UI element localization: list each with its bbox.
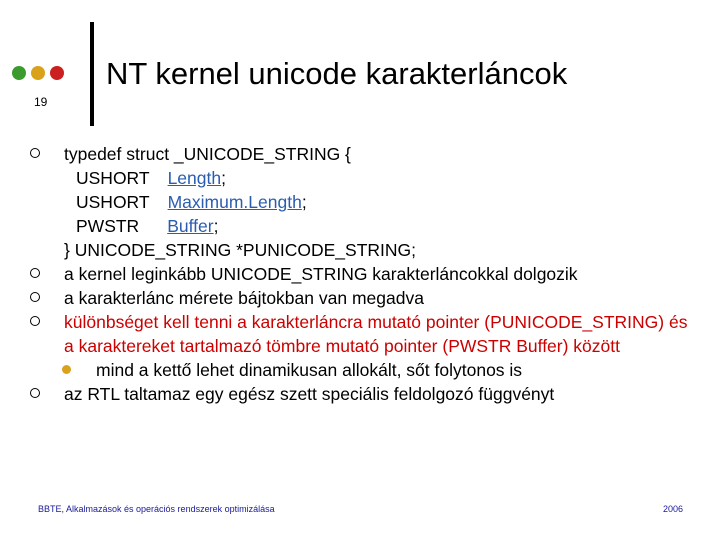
bullet-item-code bbox=[30, 142, 700, 262]
code-line-5: } UNICODE_STRING *PUNICODE_STRING; bbox=[64, 240, 416, 260]
bullet-text: a karakterlánc mérete bájtokban van megadva bbox=[64, 288, 424, 308]
code-field-length: Length bbox=[167, 168, 222, 188]
bullet-item-2 bbox=[30, 262, 700, 286]
code-type: PWSTR bbox=[76, 216, 140, 236]
bullet-icon bbox=[30, 388, 40, 398]
bullet-icon bbox=[30, 148, 40, 158]
bullet-item-4 bbox=[30, 310, 700, 358]
code-line-1: typedef struct _UNICODE_STRING { bbox=[64, 144, 351, 164]
footer-year: 2006 bbox=[663, 504, 684, 514]
slide-number: 19 bbox=[34, 95, 48, 109]
code-field-maxlength: Maximum.Length bbox=[167, 192, 302, 212]
green-dot-icon bbox=[12, 66, 26, 80]
bullet-text: az RTL taltamaz egy egész szett speciális feldolgozó függvényt bbox=[64, 384, 555, 404]
code-semicolon: ; bbox=[221, 168, 226, 188]
slide-title: NT kernel unicode karakterláncok bbox=[106, 56, 568, 91]
bullet-icon bbox=[30, 316, 40, 326]
sub-bullet-text: mind a kettő lehet dinamikusan allokált, sőt folytonos is bbox=[96, 360, 523, 380]
footer-course: BBTE, Alkalmazások és operációs rendszerek optimizálása bbox=[38, 504, 275, 514]
bullet-text: különbséget kell tenni a karakterláncra mutató pointer (PUNICODE_STRING) és a karaktereket tartalmazó tömbre mutató pointer (PWSTR Buffer) között bbox=[64, 312, 688, 356]
code-semicolon: ; bbox=[301, 192, 307, 212]
code-line-3 bbox=[64, 190, 700, 214]
title-divider bbox=[90, 22, 94, 126]
code-field-buffer: Buffer bbox=[167, 216, 214, 236]
red-dot-icon bbox=[50, 66, 64, 80]
code-semicolon: ; bbox=[213, 216, 219, 236]
sub-bullet-icon bbox=[62, 365, 71, 374]
yellow-dot-icon bbox=[31, 66, 45, 80]
bullet-item-3 bbox=[30, 286, 700, 310]
code-type: USHORT bbox=[76, 192, 150, 212]
bullet-text: a kernel leginkább UNICODE_STRING karakterláncokkal dolgozik bbox=[64, 264, 578, 284]
bullet-icon bbox=[30, 268, 40, 278]
sub-bullet-item bbox=[30, 358, 700, 382]
bullet-icon bbox=[30, 292, 40, 302]
code-line-4 bbox=[64, 214, 700, 238]
bullet-item-5 bbox=[30, 382, 700, 406]
slide-content bbox=[30, 142, 700, 406]
code-type: USHORT bbox=[76, 168, 150, 188]
code-line-2 bbox=[64, 166, 700, 190]
decorative-dots bbox=[12, 66, 64, 80]
